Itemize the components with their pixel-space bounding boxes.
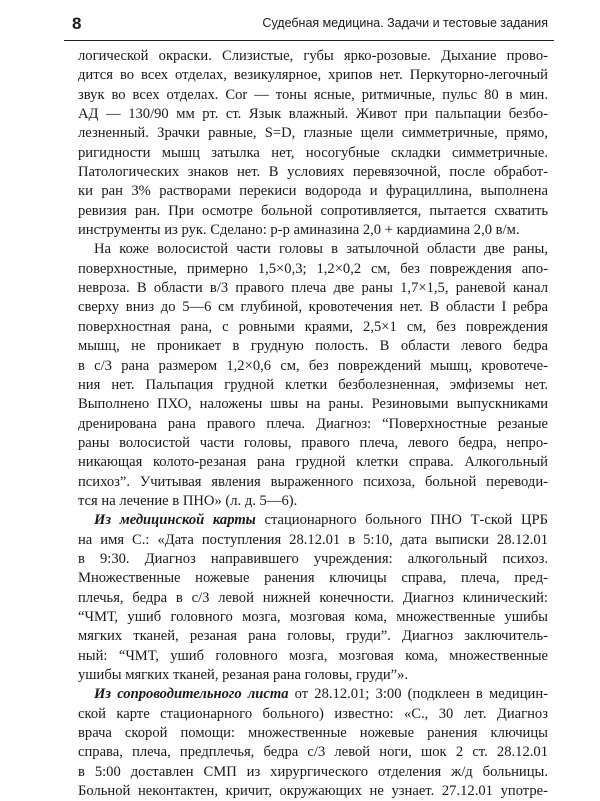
text-line: ригидности мышц затылка нет, носогубные складки симметричные. [78, 144, 548, 161]
paragraph-referral-sheet [78, 685, 548, 801]
text-line: звук во всех отделах. Cor — тоны ясные, ритмичные, пульс 80 в мин. [78, 86, 548, 103]
text-line: в 5:00 доставлен СМП из хирургического отделения ж/д больницы. [78, 763, 548, 780]
text-line [78, 685, 548, 704]
text-line: “ЧМТ, ушиб головного мозга, мозговая кома, множественные ушибы [78, 608, 548, 625]
text-line: невроза. В области в/3 правого плеча две раны 1,7×1,5, раневой канал [78, 280, 548, 297]
running-title: Судебная медицина. Задачи и тестовые задания [262, 16, 548, 30]
text-line: ки ран 3% растворами перекиси водорода и фурациллина, выполнена [78, 183, 548, 200]
text-line: Выполнено ПХО, наложены швы на раны. Резиновыми выпускниками [78, 396, 548, 413]
section-lead: Из сопроводительного листа [94, 686, 289, 703]
text-line: плечья, бедра в с/3 левой нижней конечности. Диагноз клинический: [78, 589, 548, 606]
paragraph-wounds [78, 240, 548, 511]
text-line: психоз”. Учитывая явления выраженного психоза, больной переводи- [78, 473, 548, 490]
text-line: в 9:30. Диагноз направившего учреждения: алкогольный психоз. [78, 550, 548, 567]
text-line-rest: от 28.12.01; 3:00 (подклеен в медицин- [288, 686, 548, 703]
text-line: На коже волосистой части головы в затылочной области две раны, [94, 241, 548, 258]
text-line: дится во всех отделах, везикулярное, хрипов нет. Перкуторно-легочный [78, 67, 548, 84]
text-line: раны волосистой части головы, правого плеча, левого бедра, непро- [78, 434, 548, 451]
text-line: ушибы мягких тканей, резаная рана головы, груди”». [78, 667, 409, 683]
page-number: 8 [72, 14, 82, 33]
text-line: сверху вниз до 5—6 см глубиной, кровотечения нет. В области I ребра [78, 299, 548, 316]
text-line: на имя С.: «Дата поступления 28.12.01 в 5:10, дата выписки 28.12.01 [78, 531, 548, 548]
text-line: мягких тканей, резаная рана головы, груди”. Диагноз заключитель- [78, 628, 548, 645]
text-line-rest: стационарного больного ПНО Т-ской ЦРБ [255, 512, 548, 529]
paragraph-medical-card [78, 511, 548, 685]
text-line [78, 511, 548, 530]
paragraph-exam-findings [78, 47, 548, 240]
text-line: в с/3 рана размером 1,2×0,6 см, без повреждений мышц, кровотече- [78, 357, 548, 374]
text-line: поверхностная рана, с ровными краями, 2,5×1 см, без повреждения [78, 318, 548, 335]
text-line: инструменты из рук. Сделано: р-р аминазина 2,0 + кардиамина 2,0 в/м. [78, 222, 520, 239]
text-line: ния нет. Пальпация грудной клетки безболезненная, эмфиземы нет. [78, 376, 548, 393]
text-line: справа, плеча, предплечья, бедра с/3 левой ноги, шок 2 ст. 28.12.01 [78, 744, 548, 761]
text-line: врача скорой помощи: множественные ножевые ранения ключицы [78, 725, 548, 742]
text-line: дренирована рана правого плеча. Диагноз: “Поверхностные резаные [78, 415, 548, 432]
text-line: тся на лечение в ПНО» (л. д. 5—6). [78, 492, 298, 509]
section-lead: Из медицинской карты [94, 512, 256, 529]
text-line: ный: “ЧМТ, ушиб головного мозга, мозговая кома, множественные [78, 647, 548, 664]
text-line: никающая колото-резаная рана грудной клетки справа. Алкогольный [78, 454, 548, 471]
text-line: ской карте стационарного больного) известно: «С., 30 лет. Диагноз [78, 705, 548, 722]
page-header [64, 12, 554, 41]
text-line: Патологических знаков нет. В условиях перевязочной, после обработ- [78, 164, 548, 181]
text-line: поверхностные, примерно 1,5×0,3; 1,2×0,2 см, без повреждения апо- [78, 260, 548, 277]
text-line: мышц, не проникает в грудную полость. В области левого бедра [78, 338, 548, 355]
text-line: ревизия ран. При осмотре больной сопротивляется, пытается схватить [78, 202, 548, 219]
text-line: АД — 130/90 мм рт. ст. Язык влажный. Живот при пальпации безбо- [78, 106, 548, 123]
text-line: логической окраски. Слизистые, губы ярко-розовые. Дыхание прово- [78, 48, 548, 64]
text-line: лезненный. Зрачки равные, S=D, глазные щели симметричные, прямо, [78, 125, 548, 142]
body-text [78, 47, 548, 801]
text-line: Больной неконтактен, кричит, окружающих не узнает. 27.12.01 употре- [78, 783, 548, 800]
text-line: Множественные ножевые ранения ключицы справа, плеча, пред- [78, 570, 548, 587]
